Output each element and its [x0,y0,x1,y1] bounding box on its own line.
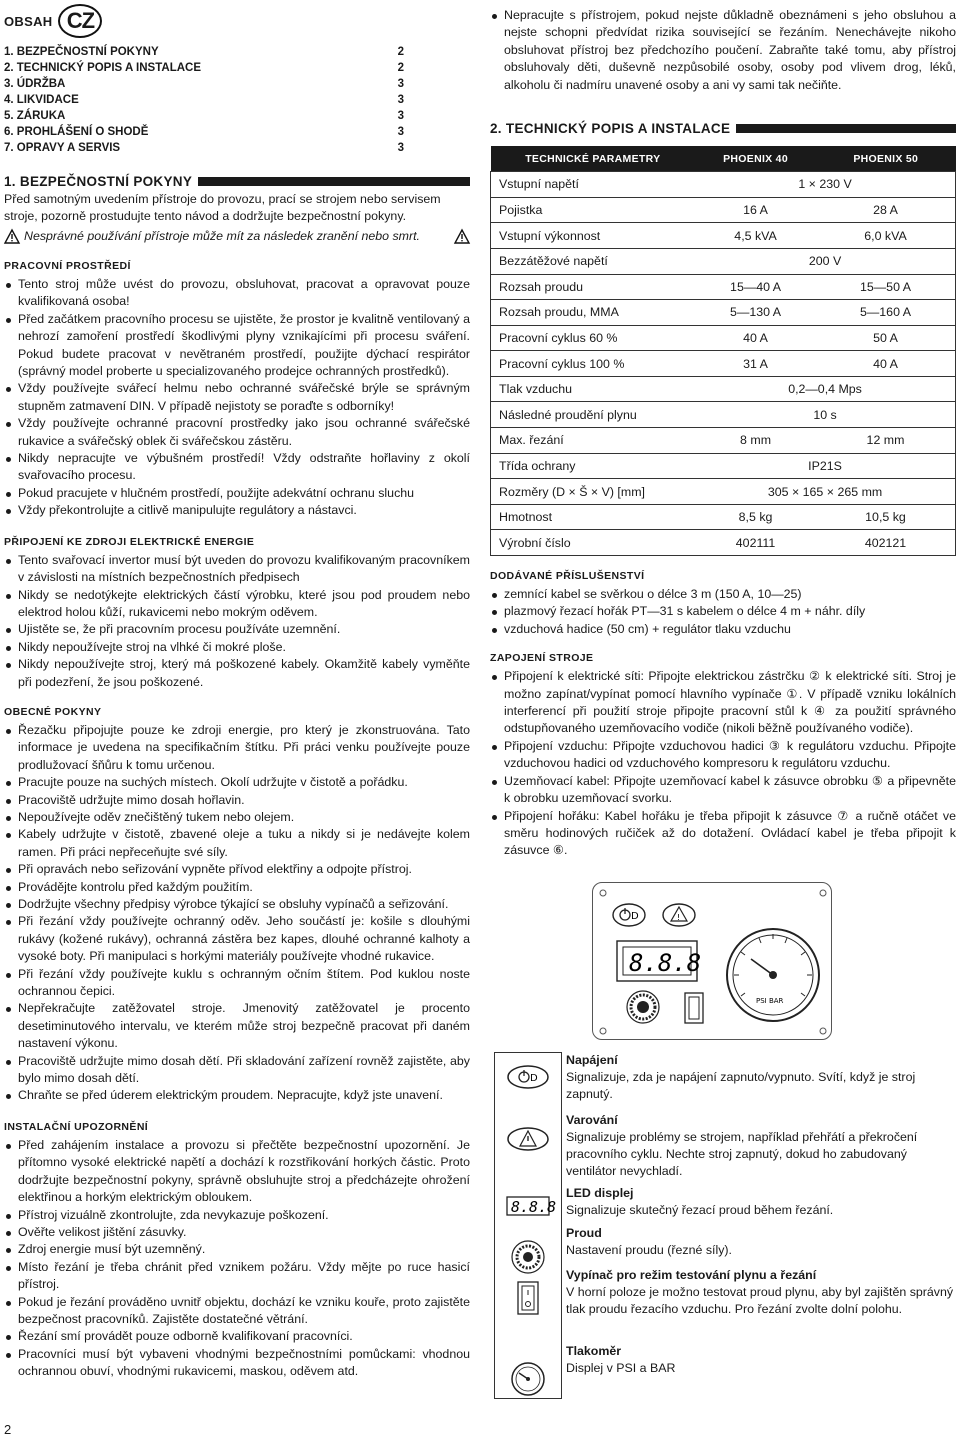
section-title-text: 2. TECHNICKÝ POPIS A INSTALACE [490,120,731,136]
right-column [490,0,956,1399]
table-row [491,479,956,505]
table-row [491,504,956,530]
list-item: Tento stroj může uvést do provozu, obsluhovat, pracovat a opravovat pouze kvalifikovaná osoba! [4,276,470,311]
list-item: Řezání smí provádět pouze odborně kvalifikovaní pracovníci. [4,1328,470,1345]
toc-page: 3 [397,110,404,122]
list-item: Pracovníci musí být vybaveni vhodnými bezpečnostními pomůckami: vhodnou ochrannou obuví, vhodnými rukavicemi, maskou, oděvem atd. [4,1346,470,1381]
legend-text [566,1112,956,1180]
list-item: Pokud pracujete v hlučném prostředí, použijte adekvátní ochranu sluchu [4,485,470,502]
table-row [491,351,956,377]
list-item: Pracoviště udržujte mimo dosah hořlavin. [4,792,470,809]
list-item: Provádějte kontrolu před každým použitím. [4,879,470,896]
contents-title: OBSAH [4,13,53,29]
table-row [491,376,956,402]
toc-label: 1. BEZPEČNOSTNÍ POKYNY [4,46,159,58]
warning-icon [454,229,470,244]
param-value-phoenix50: 12 mm [816,428,956,454]
table-row [491,402,956,428]
display-digits: 8.8.8 [629,948,702,977]
legend-desc: Displej v PSI a BAR [566,1360,676,1375]
warning-icon [4,229,20,244]
toc-entry[interactable] [4,124,470,140]
page-number: 2 [4,1422,12,1437]
param-label: Hmotnost [491,504,696,530]
legend-desc: Signalizuje, zda je napájení zapnuto/vypnuto. Svítí, když je stroj zapnutý. [566,1069,916,1101]
legend-title: Proud [566,1225,602,1240]
list-item: plazmový řezací hořák PT—31 s kabelem o délce 4 m + náhr. díly [490,603,956,620]
legend-desc: V horní poloze je možno testovat proud plynu, aby byl zajištěn správný tlak proudu řezacího vzduchu. Pro řezání zvolte dolní polohu. [566,1284,954,1316]
list-item: Ujistěte se, že při pracovním procesu používáte uzemnění. [4,621,470,638]
subsection-title: OBECNÉ POKYNY [4,705,102,718]
table-header-cell: PHOENIX 50 [816,146,956,172]
toc-entry[interactable] [4,108,470,124]
param-value-phoenix40: 31 A [695,351,816,377]
legend-text [566,1343,956,1377]
list-item: Při řezání vždy používejte ochranný oděv. Jeho součástí je: košile s dlouhými rukávy (kožené rukávy), ochranná zástěra bez kapes, dlouhé ochranné kalhoty a vysoké boty. Při manipulaci s horkými materiály používejte vhodné rukavice. [4,913,470,965]
table-row [491,223,956,249]
param-value: 1 × 230 V [695,172,955,198]
param-value-phoenix50: 50 A [816,325,956,351]
param-label: Pracovní cyklus 100 % [491,351,696,377]
list-item: Nepřekračujte zatěžovatel stroje. Jmenovitý zatěžovatel je procento desetiminutového intervalu, ve kterém může stroj bezpečně pracovat při daném nastavení výkonu. [4,1000,470,1052]
param-label: Následné proudění plynu [491,402,696,428]
tech-params-table [490,146,956,556]
param-value: 305 × 165 × 265 mm [695,479,955,505]
list-item: Připojení hořáku: Kabel hořáku je třeba připojit k zásuvce ⑦ a ručně otáčet ve směru hodinových ručiček až do dotažení. Ovládací kabel je třeba připojit k zásuvce ⑥. [490,808,956,860]
list-item: Přístroj vizuálně zkontrolujte, zda nevykazuje poškození. [4,1207,470,1224]
table-row [491,300,956,326]
list-item: Při opravách nebo seřizování vypněte přívod elektřiny a odpojte přístroj. [4,861,470,878]
toc-label: 3. ÚDRŽBA [4,78,66,90]
list-item: Vždy překontrolujte a citlivě manipulujte regulátory a nástavci. [4,502,470,519]
toc-label: 2. TECHNICKÝ POPIS A INSTALACE [4,62,202,74]
legend-desc: Signalizuje skutečný řezací proud během řezání. [566,1202,834,1217]
toc-label: 4. LIKVIDACE [4,94,79,106]
subsection-title: PRACOVNÍ PROSTŘEDÍ [4,260,131,272]
param-label: Rozměry (D × Š × V) [mm] [491,479,696,505]
panel-legend [490,1052,956,1399]
legend-title: LED displej [566,1185,634,1200]
toc-label: 6. PROHLÁŠENÍ O SHODĚ [4,126,149,138]
param-value-phoenix50: 40 A [816,351,956,377]
list-item: Připojení k elektrické síti: Připojte elektrickou zástrčku ② k elektrické síti. Stroj je možno zapínat/vypínat pomocí hlavního vypínače ①. V případě vzniku lokálních interferencí při použití stroje připojte pracovní stůl k ④ za použití správného odstupňovaného uzemňovacího vodiče (nikoli běžně používaného vodiče). [490,668,956,738]
section-title-bar [198,177,470,186]
subsection-title: INSTALAČNÍ UPOZORNĚNÍ [4,1120,149,1133]
list-item: Uzemňovací kabel: Připojte uzemňovací kabel k zásuvce obrobku ⑤ a připevněte k obrobku uzemňovací svorku. [490,773,956,808]
list-item: Ověřte velikost jištění zásuvky. [4,1224,470,1241]
list-item: Před začátkem pracovního procesu se ujistěte, že prostor je kvalitně ventilovaný a nehrozí zamoření prostředí škodlivými plyny vznikajícími při procesu sváření. Pokud budete pracovat v nevětraném prostředí, použijte dýchací respirátor (správný model proberte u specializovaného prodejce ochranných prostředků). [4,311,470,381]
toc-entry[interactable] [4,60,470,76]
toc-entry[interactable] [4,140,470,156]
param-label: Třída ochrany [491,453,696,479]
install-list [4,1137,470,1381]
list-item: Vždy používejte svářecí helmu nebo ochranné svářečské brýle se správným stupněm zatmavení DIN. V případě nejistoty se poraďte s odborníky! [4,380,470,415]
toc-page: 3 [397,126,404,138]
param-value: 0,2—0,4 Mps [695,376,955,402]
list-item: Pracujte pouze na suchých místech. Okolí udržujte v čistotě a pořádku. [4,774,470,791]
legend-icon-column [494,1052,562,1399]
gauge-label: PSI BAR [756,996,784,1005]
toc-entry[interactable] [4,76,470,92]
param-value-phoenix50: 6,0 kVA [816,223,956,249]
toc-label: 5. ZÁRUKA [4,110,66,122]
section-title-tech [490,120,956,136]
param-label: Výrobní číslo [491,530,696,556]
language-badge: CZ [58,4,102,38]
list-item: Před zahájením instalace a provozu si přečtěte bezpečnostní upozornění. Je přítomno vysoké elektrické napětí a dochází k rozstřikování horkých částic. Proto dodržujte bezpečnostní pokyny, správně obsluhujte stroj a předcházejte ohrožení elektřinou a horkým elektrickým obloukem. [4,1137,470,1207]
warning-text: Nesprávné používání přístroje může mít za následek zranění nebo smrt. [24,229,421,243]
toc-entry[interactable] [4,92,470,108]
param-label: Vstupní napětí [491,172,696,198]
list-item: Dodržujte všechny předpisy výrobce týkající se obsluhy vypínačů a seřizování. [4,896,470,913]
param-value-phoenix50: 10,5 kg [816,504,956,530]
toc-page: 3 [397,78,404,90]
list-item: Kabely udržujte v čistotě, zbavené oleje a tuku a nikdy si je nedávejte kolem ramen. Při práci nepřeceňujte své síly. [4,826,470,861]
table-row [491,274,956,300]
legend-text [566,1267,956,1318]
table-row [491,530,956,556]
legend-title: Vypínač pro režim testování plynu a řezání [566,1267,817,1282]
left-column [4,0,470,1381]
param-value-phoenix50: 402121 [816,530,956,556]
section-title-safety [4,173,470,189]
param-value-phoenix40: 402111 [695,530,816,556]
table-row [491,325,956,351]
toc-page: 3 [397,142,404,154]
list-item: Nikdy nepoužívejte stroj na vlhké či mokré ploše. [4,639,470,656]
list-item: Řezačku připojujte pouze ke zdroji energie, pro který je zkonstruována. Tato informace je uvedena na specifikačním štítku. Při práci venku používejte pouze prodlužovací šňůru k tomu určenou. [4,722,470,774]
table-row [491,197,956,223]
toc-page: 2 [397,62,404,74]
table-header-cell: PHOENIX 40 [695,146,816,172]
param-value-phoenix40: 15—40 A [695,274,816,300]
list-item: Nikdy se nedotýkejte elektrických částí výrobku, které jsou pod proudem nebo elektrod holou kůží, rukavicemi nebo mokrým oděvem. [4,587,470,622]
param-label: Rozsah proudu, MMA [491,300,696,326]
list-item: Pracoviště udržujte mimo dosah dětí. Při skladování zařízení rovněž zajistěte, aby bylo mimo dosah dětí. [4,1053,470,1088]
connection-list [490,668,956,859]
subsection-title: DODÁVANÉ PŘÍSLUŠENSTVÍ [490,570,645,583]
param-label: Tlak vzduchu [491,376,696,402]
list-item: Připojení vzduchu: Připojte vzduchovou hadici ③ k regulátoru vzduchu. Připojte vzduchovou hadici od vzduchového kompresoru k regulátoru vzduchu. [490,738,956,773]
legend-text [566,1225,956,1259]
toc-page: 2 [397,46,404,58]
param-label: Bezzátěžové napětí [491,248,696,274]
list-item: Při řezání vždy používejte kuklu s ochranným očním štítem. Pod kuklou noste ochrannou čepici. [4,966,470,1001]
list-item: Zdroj energie musí být uzemněný. [4,1241,470,1258]
list-item: Pokud je řezání prováděno uvnitř objektu, dochází ke vzniku kouře, proto zajistěte bezpečnost pracovníků. Zajistěte dostatečné větrání. [4,1294,470,1329]
svg-text:8.8.8: 8.8.8 [511,1197,557,1216]
subsection-title: PŘIPOJENÍ KE ZDROJI ELEKTRICKÉ ENERGIE [4,535,255,548]
param-value-phoenix40: 16 A [695,197,816,223]
legend-text [566,1185,956,1219]
param-value: 10 s [695,402,955,428]
param-label: Vstupní výkonnost [491,223,696,249]
svg-text:!: ! [677,912,681,922]
table-row [491,248,956,274]
section-title-text: 1. BEZPEČNOSTNÍ POKYNY [4,173,193,189]
subsection-title: ZAPOJENÍ STROJE [490,652,594,665]
param-value-phoenix50: 15—50 A [816,274,956,300]
toc-entry[interactable] [4,44,470,60]
param-value-phoenix40: 8,5 kg [695,504,816,530]
general-list [4,722,470,1105]
work-env-list [4,276,470,520]
accessories-list [490,586,956,638]
param-label: Pracovní cyklus 60 % [491,325,696,351]
section-title-bar [736,124,956,133]
param-label: Rozsah proudu [491,274,696,300]
list-item: vzduchová hadice (50 cm) + regulátor tlaku vzduchu [490,621,956,638]
param-value-phoenix40: 8 mm [695,428,816,454]
svg-text:D: D [530,1072,538,1084]
list-item: Nikdy nepoužívejte stroj, který má poškozené kabely. Okamžitě kabely vyměňte při podezření, že jsou poškozené. [4,656,470,691]
list-item: Nikdy nepracujte ve výbušném prostředí! Vždy odstraňte hořlaviny z okolí svařovacího procesu. [4,450,470,485]
toc-page: 3 [397,94,404,106]
param-label: Pojistka [491,197,696,223]
table-row [491,172,956,198]
svg-text:D: D [631,910,639,922]
control-panel-illustration [592,882,832,1040]
param-label: Max. řezání [491,428,696,454]
list-item: Nepracujte s přístrojem, pokud nejste důkladně obeznámeni s jeho obsluhou a nejste schopni předvídat rizika související se řezáním. Nenechávejte nikoho obsluhovat přístroj bez předchozího poučení. Zabraňte také tomu, aby přístroj obsluhovaly děti, duševně nezpůsobilé osoby, osoby pod vlivem drog, léků, alkoholu či nadmíru unavené osoby a ani vy sami tak nečiňte. [490,7,956,94]
list-item: Nepoužívejte oděv znečištěný tukem nebo olejem. [4,809,470,826]
legend-desc: Nastavení proudu (řezné síly). [566,1242,732,1257]
control-panel-drawing [593,883,833,1041]
param-value-phoenix50: 5—160 A [816,300,956,326]
right-intro-list [490,7,956,94]
param-value: 200 V [695,248,955,274]
table-row [491,453,956,479]
contents-header [4,2,470,40]
legend-title: Varování [566,1112,618,1127]
list-item: zemnící kabel se svěrkou o délce 3 m (150 A, 10—25) [490,586,956,603]
list-item: Chraňte se před úderem elektrickým proudem. Nepracujte, když jste unavení. [4,1087,470,1104]
param-value-phoenix40: 40 A [695,325,816,351]
toc-label: 7. OPRAVY A SERVIS [4,142,121,154]
param-value-phoenix50: 28 A [816,197,956,223]
safety-warning [4,228,470,245]
list-item: Vždy používejte ochranné pracovní prostředky jako jsou ochranné svářečské rukavice a svářečský oblek či svářečskou zástěru. [4,415,470,450]
param-value: IP21S [695,453,955,479]
table-of-contents [4,44,470,156]
table-header-cell: TECHNICKÉ PARAMETRY [491,146,696,172]
legend-title: Tlakoměr [566,1343,622,1358]
legend-title: Napájení [566,1052,618,1067]
table-header-row [491,146,956,172]
param-value-phoenix40: 5—130 A [695,300,816,326]
legend-desc: Signalizuje problémy se strojem, například přehřátí a překročení pracovního cyklu. Nechte stroj zapnutý, dokud ho zabudovaný ventilátor nevychladí. [566,1129,918,1178]
table-row [491,428,956,454]
param-value-phoenix40: 4,5 kVA [695,223,816,249]
list-item: Místo řezání je třeba chránit před vznikem požáru. Vždy mějte po ruce hasicí přístroj. [4,1259,470,1294]
list-item: Tento svařovací invertor musí být uveden do provozu kvalifikovaným pracovníkem v závislosti na místních bezpečnostních předpisech [4,552,470,587]
power-list [4,552,470,691]
legend-text [566,1052,956,1103]
safety-intro: Před samotným uvedením přístroje do provozu, prací se strojem nebo servisem stroje, pozorně prostudujte tento návod a dodržujte bezpečnostní pokyny. [4,192,441,223]
